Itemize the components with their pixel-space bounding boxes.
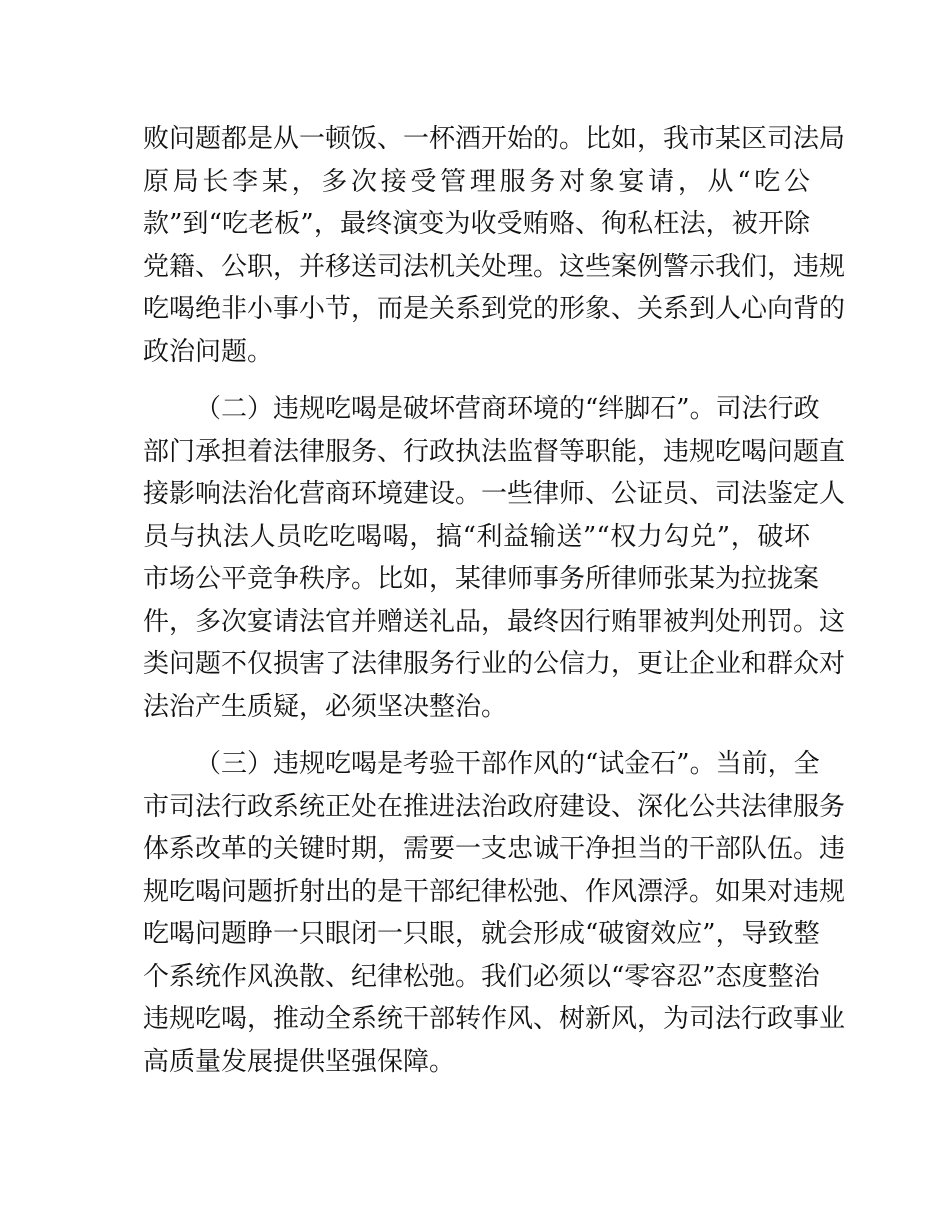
- text-line: 原局长李某，多次接受管理服务对象宴请，从“吃公: [143, 166, 810, 197]
- text-line: 规吃喝问题折射出的是干部纪律松弛、作风漂浮。如果对违规: [143, 876, 846, 907]
- text-line: 高质量发展提供坚强保障。: [143, 1046, 456, 1077]
- text-line: 部门承担着法律服务、行政执法监督等职能，违规吃喝问题直: [143, 436, 846, 467]
- text-line: 吃喝绝非小事小节，而是关系到党的形象、关系到人心向背的: [143, 294, 846, 324]
- paragraph-2: [143, 388, 846, 728]
- paragraph-heading-line: （二）违规吃喝是破坏营商环境的“绊脚石”。司法行政: [195, 394, 820, 424]
- text-line: 款”到“吃老板”，最终演变为收受贿赂、徇私枉法，被开除: [143, 209, 810, 239]
- paragraph-3: [143, 743, 846, 1083]
- paragraph-1: [143, 118, 846, 373]
- text-line: 市场公平竞争秩序。比如，某律师事务所律师张某为拉拢案: [143, 564, 820, 594]
- text-line: 违规吃喝，推动全系统干部转作风、树新风，为司法行政事业: [143, 1004, 846, 1034]
- text-line: 吃喝问题睁一只眼闭一只眼，就会形成“破窗效应”，导致整: [143, 919, 820, 949]
- text-line: 接影响法治化营商环境建设。一些律师、公证员、司法鉴定人: [143, 479, 846, 509]
- text-line: 政治问题。: [143, 336, 274, 367]
- text-line: 员与执法人员吃吃喝喝，搞“利益输送”“权力勾兑”，破坏: [143, 521, 810, 552]
- text-line: 市司法行政系统正处在推进法治政府建设、深化公共法律服务: [143, 791, 846, 822]
- text-line: 件，多次宴请法官并赠送礼品，最终因行贿罪被判处刑罚。这: [143, 606, 846, 637]
- text-line: 败问题都是从一顿饭、一杯酒开始的。比如，我市某区司法局: [143, 124, 846, 154]
- text-line: 体系改革的关键时期，需要一支忠诚干净担当的干部队伍。违: [143, 834, 846, 864]
- text-line: 法治产生质疑，必须坚决整治。: [143, 691, 508, 722]
- paragraph-heading-line: （三）违规吃喝是考验干部作风的“试金石”。当前，全: [195, 749, 820, 779]
- text-line: 党籍、公职，并移送司法机关处理。这些案例警示我们，违规: [143, 251, 846, 282]
- text-line: 类问题不仅损害了法律服务行业的公信力，更让企业和群众对: [143, 649, 846, 679]
- text-line: 个系统作风涣散、纪律松弛。我们必须以“零容忍”态度整治: [143, 961, 820, 992]
